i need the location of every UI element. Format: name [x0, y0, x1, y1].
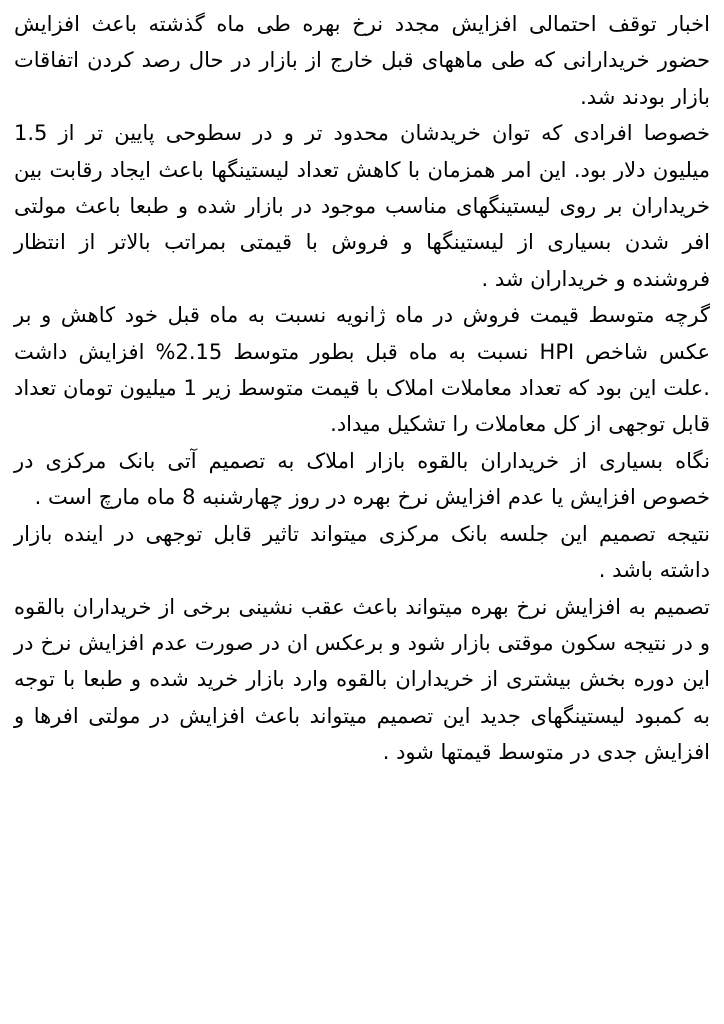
paragraph-january-prices: گرچه متوسط قیمت فروش در ماه ژانویه نسبت به ماه قبل خود کاهش و بر عکس شاخص HPI نسبت به ماه قبل بطور متوسط 2.15% افزایش داشت .علت این بود که تعداد معاملات املاک با قیمت متوسط زیر 1 میلیون تومان تعداد قابل توجهی از کل معاملات را تشکیل میداد. [14, 303, 710, 437]
paragraph-meeting-impact: نتیجه تصمیم این جلسه بانک مرکزی میتواند تاثیر قابل توجهی در اینده بازار داشته باشد . [14, 521, 710, 583]
paragraph-rate-scenarios: تصمیم به افزایش نرخ بهره میتواند باعث عقب نشینی برخی از خریداران بالقوه و در نتیجه سکون موقتی بازار شود و برعکس ان در صورت عدم افزایش نرخ در این دوره بخش بیشتری از خریداران بالقوه وارد بازار خرید شده و طبعا با توجه به کمبود لیستینگهای جدید این تصمیم میتواند باعث افزایش در مولتی افرها و افزایش جدی در متوسط قیمتها شود . [14, 594, 710, 765]
paragraph-interest-rate-news: اخبار توقف احتمالی افزایش مجدد نرخ بهره طی ماه گذشته باعث افزایش حضور خریدارانی که طی ماههای قبل خارج از بازار در حال رصد کردن اتفاقات بازار بودند شد. [14, 12, 710, 109]
paragraph-buyer-competition: خصوصا افرادی که توان خریدشان محدود تر و در سطوحی پایین تر از 1.5 میلیون دلار بود. این امر همزمان با کاهش تعداد لیستینگها باعث ایجاد رقابت بین خریداران بر روی لیستینگهای مناسب موجود در بازار شده و طبعا باعث مولتی افر شدن بسیاری از لیستینگها و فروش با قیمتی بمراتب بالاتر از انتظار فروشنده و خریداران شد . [14, 121, 710, 291]
paragraph-central-bank-decision: نگاه بسیاری از خریداران بالقوه بازار املاک به تصمیم آتی بانک مرکزی در خصوص افزایش یا عدم افزایش نرخ بهره در روز چهارشنبه 8 ماه مارچ است . [14, 448, 710, 510]
